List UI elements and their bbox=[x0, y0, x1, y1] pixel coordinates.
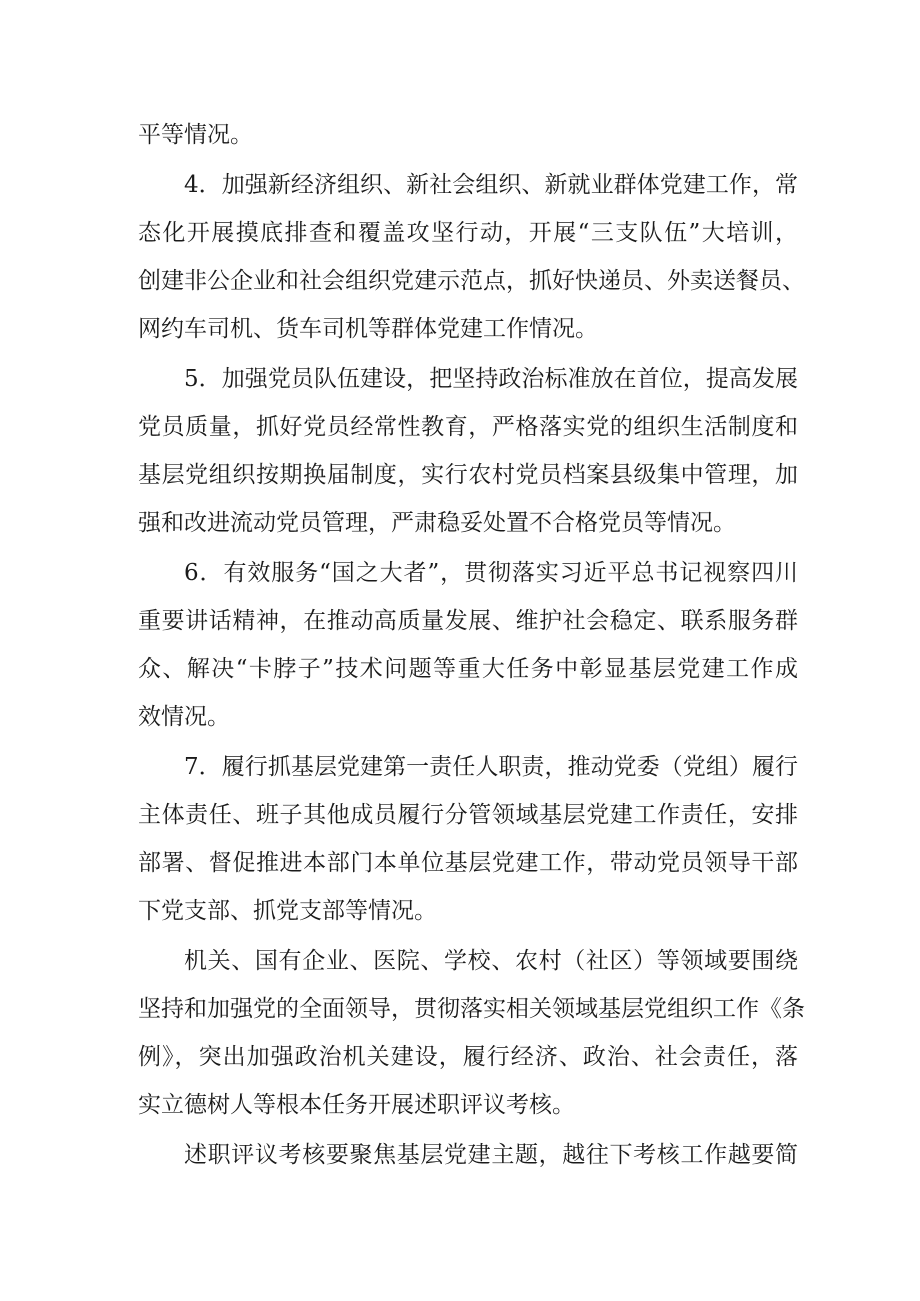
text-line: 基层党组织按期换届制度，实行农村党员档案县级集中管理，加 bbox=[138, 462, 798, 488]
text-line: 机关、国有企业、医院、学校、农村（社区）等领域要围绕 bbox=[184, 948, 798, 974]
text-line: 部署、督促推进本部门本单位基层党建工作，带动党员领导干部 bbox=[138, 850, 798, 876]
text-line: 平等情况。 bbox=[138, 122, 253, 148]
text-line: 重要讲话精神，在推动高质量发展、维护社会稳定、联系服务群 bbox=[138, 608, 798, 634]
text-line: 众、解决“卡脖子”技术问题等重大任务中彰显基层党建工作成 bbox=[138, 656, 798, 682]
text-line: 党员质量，抓好党员经常性教育，严格落实党的组织生活制度和 bbox=[138, 414, 798, 440]
text-line: 坚持和加强党的全面领导，贯彻落实相关领域基层党组织工作《条 bbox=[138, 996, 805, 1022]
text-line: 网约车司机、货车司机等群体党建工作情况。 bbox=[138, 316, 598, 342]
text-line: 态化开展摸底排查和覆盖攻坚行动，开展“三支队伍”大培训， bbox=[138, 220, 798, 246]
text-line: 下党支部、抓党支部等情况。 bbox=[138, 898, 437, 924]
text-line: 6．有效服务“国之大者”，贯彻落实习近平总书记视察四川 bbox=[184, 560, 798, 586]
text-line: 效情况。 bbox=[138, 704, 230, 730]
text-line: 7．履行抓基层党建第一责任人职责，推动党委（党组）履行 bbox=[184, 754, 798, 780]
text-line: 述职评议考核要聚焦基层党建主题，越往下考核工作越要简 bbox=[184, 1142, 798, 1168]
text-line: 例》，突出加强政治机关建设，履行经济、政治、社会责任，落 bbox=[138, 1044, 798, 1070]
text-line: 5．加强党员队伍建设，把坚持政治标准放在首位，提高发展 bbox=[184, 366, 798, 392]
text-line: 实立德树人等根本任务开展述职评议考核。 bbox=[138, 1092, 575, 1118]
text-line: 创建非公企业和社会组织党建示范点，抓好快递员、外卖送餐员、 bbox=[138, 268, 805, 294]
text-line: 强和改进流动党员管理，严肃稳妥处置不合格党员等情况。 bbox=[138, 510, 736, 536]
text-line: 4．加强新经济组织、新社会组织、新就业群体党建工作，常 bbox=[184, 172, 798, 198]
text-line: 主体责任、班子其他成员履行分管领域基层党建工作责任，安排 bbox=[138, 802, 798, 828]
